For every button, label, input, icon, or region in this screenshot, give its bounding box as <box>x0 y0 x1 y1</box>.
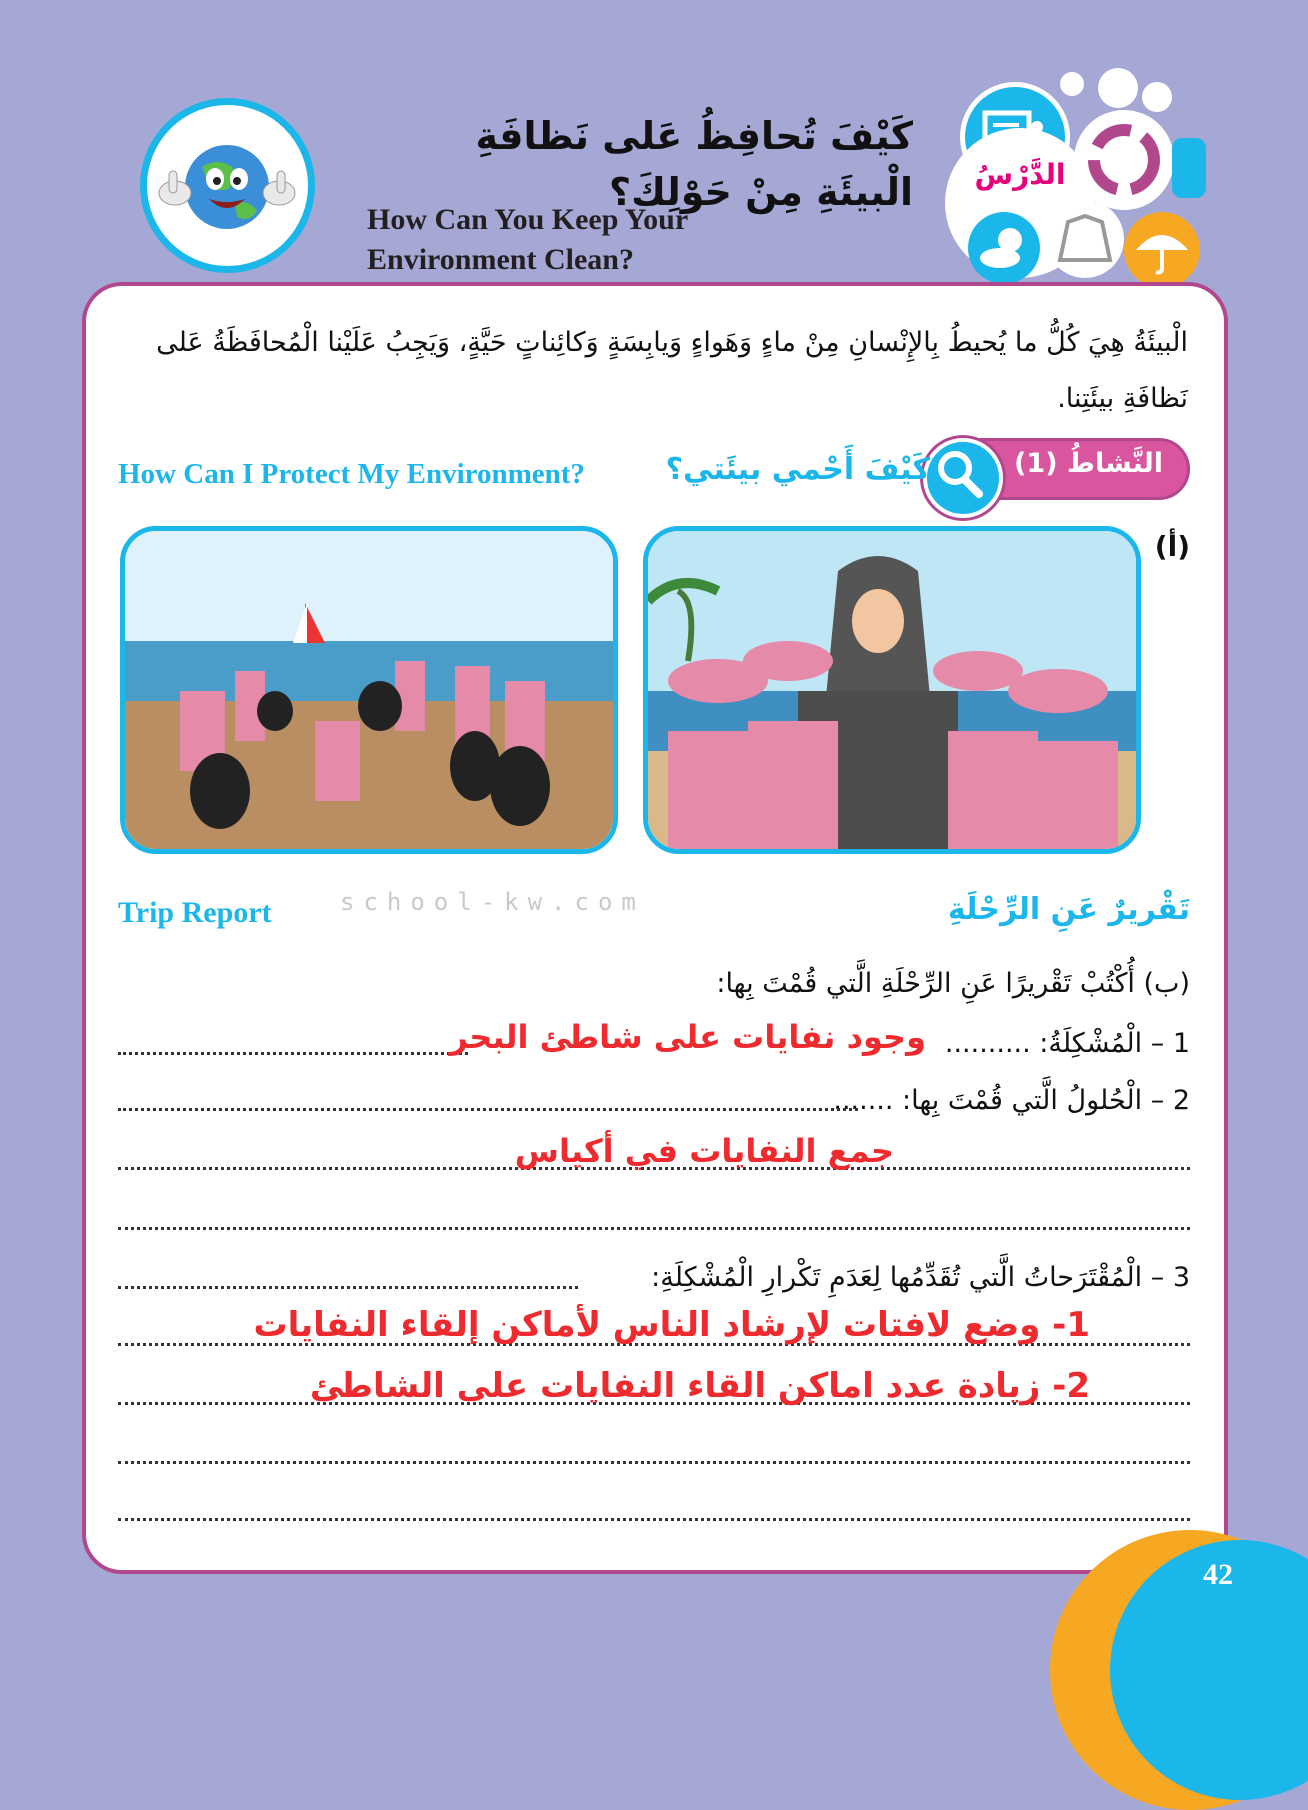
activity-label: النَّشاطُ (1) <box>1014 448 1163 479</box>
question-1: 1 – الْمُشْكِلَةُ: .......... <box>944 1028 1190 1059</box>
part-a-label: (أ) <box>1154 530 1190 563</box>
report-title-english: Trip Report <box>118 896 272 929</box>
answer-line <box>118 1052 468 1055</box>
activity-title-arabic: كَيْفَ أَحْمي بيئَتي؟ <box>665 452 930 487</box>
weather-icon <box>968 212 1040 284</box>
answer-line <box>118 1461 1190 1464</box>
answer-line <box>118 1286 578 1289</box>
jacket-icon <box>1046 200 1124 278</box>
question-2: 2 – الْحُلولُ الَّتي قُمْتَ بِها: ....... <box>833 1085 1190 1116</box>
beach-cleanup-illustration <box>120 526 618 854</box>
lesson-label: الدَّرْسُ <box>974 158 1066 191</box>
globe-mascot-icon <box>147 105 308 266</box>
title-en-line1: How Can You Keep Your <box>367 203 689 236</box>
title-en-line2: Environment Clean? <box>367 243 634 276</box>
umbrella-icon <box>1124 212 1200 288</box>
answer-line <box>118 1227 1190 1230</box>
answer-line <box>118 1518 1190 1521</box>
intro-paragraph: الْبيئَةُ هِيَ كُلُّ ما يُحيطُ بِالإِنْسانِ مِنْ ماءٍ وَهَواءٍ وَيابِسَةٍ وَكائِناتٍ حَيَّةٍ، وَيَجِبُ عَلَيْنا الْمُحافَظَةُ عَلى نَظافَةِ بيئَتِنا. <box>156 327 1188 414</box>
globe-mascot-frame <box>140 98 315 273</box>
sunscreen-icon <box>1172 138 1206 198</box>
page-number: 42 <box>1203 1558 1233 1591</box>
report-instruction: (ب) أُكْتُبْ تَقْريرًا عَنِ الرِّحْلَةِ الَّتي قُمْتَ بِها: <box>716 968 1190 999</box>
question-3: 3 – الْمُقْتَرَحاتُ الَّتي تُقَدِّمُها لِعَدَمِ تَكْرارِ الْمُشْكِلَةِ: <box>651 1262 1190 1293</box>
teacher-students-illustration <box>643 526 1141 854</box>
watermark-text: school-kw.com <box>340 888 645 916</box>
magnifier-icon <box>923 438 1003 518</box>
activity-title-english: How Can I Protect My Environment? <box>118 458 585 490</box>
page-title-arabic: كَيْفَ تُحافِظُ عَلى نَظافَةِ الْبيئَةِ مِنْ حَوْلِكَ؟ <box>475 114 913 214</box>
answer-line <box>118 1108 858 1111</box>
answer-1: وجود نفايات على شاطئ البحر <box>449 1018 926 1056</box>
answer-2: جمع النفايات في أكياس <box>514 1132 894 1170</box>
decor-bubble <box>1098 68 1138 108</box>
page-title-english <box>367 200 787 280</box>
answer-3: 1- وضع لافتات لإرشاد الناس لأماكن إلقاء النفايات <box>253 1305 1090 1345</box>
report-title-arabic: تَقْريرٌ عَنِ الرِّحْلَةِ <box>947 892 1190 927</box>
decor-bubble <box>1142 82 1172 112</box>
answer-4: 2- زيادة عدد اماكن القاء النفايات على الشاطئ <box>309 1366 1090 1406</box>
